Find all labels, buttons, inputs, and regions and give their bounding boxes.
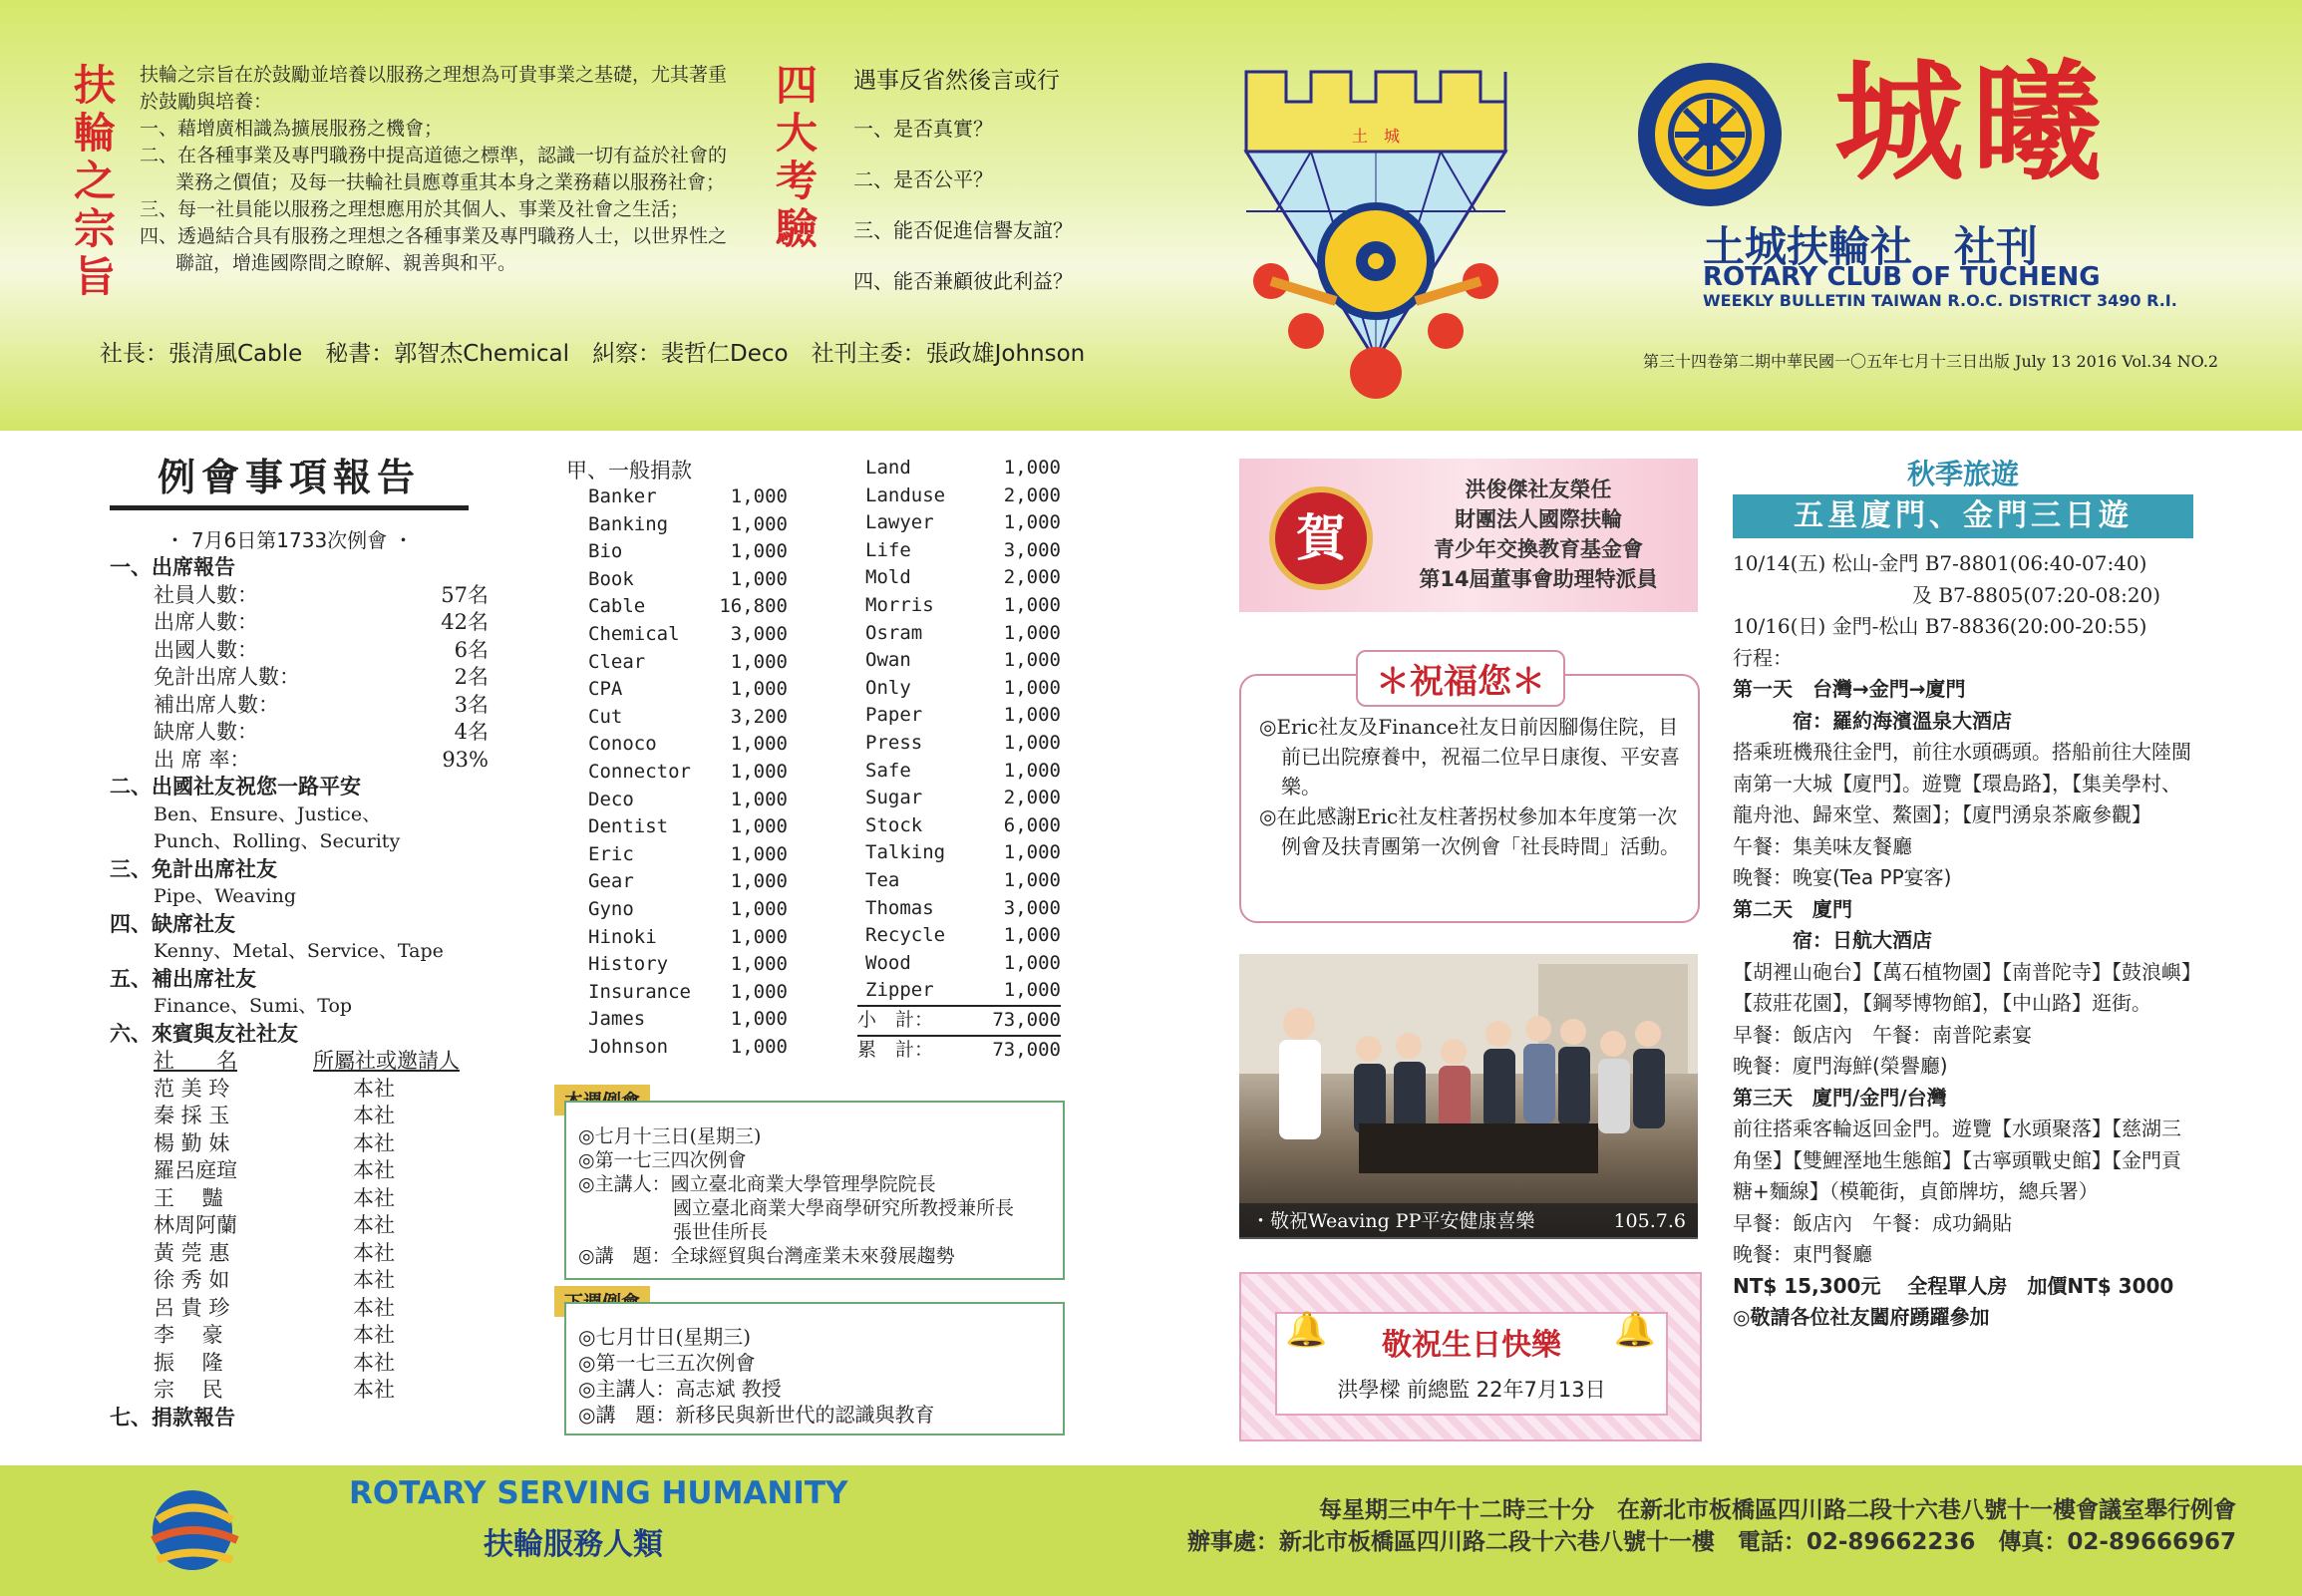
exempt-names: Pipe、Weaving xyxy=(154,885,297,907)
guest-list xyxy=(110,1076,489,1405)
guest-row xyxy=(154,1212,489,1240)
donation-row xyxy=(588,676,788,704)
issue-line: 第三十四卷第二期中華民國一〇五年七月十三日出版 July 13 2016 Vol.34 NO.2 xyxy=(1643,352,2219,371)
donation-row-value: 6,000 xyxy=(1003,813,1061,836)
donation-row-value: 1,000 xyxy=(730,512,788,535)
guest-name: 徐 秀 如 xyxy=(154,1268,230,1292)
total-value: 73,000 xyxy=(992,1038,1061,1061)
guest-club: 本社 xyxy=(353,1268,395,1292)
masthead-subtitle-cn: 土城扶輪社 社刊 xyxy=(1703,222,2039,271)
footer-meeting: 每星期三中午十二時三十分 在新北市板橋區四川路二段十六巷八號十一樓會議室舉行例會 xyxy=(1319,1497,2236,1523)
guest-club: 本社 xyxy=(353,1378,395,1402)
donation-row xyxy=(588,868,788,896)
section-heading: 七、捐款報告 xyxy=(110,1405,235,1430)
invite-line: ◎敬請各位社友闔府踴躍參加 xyxy=(1733,1305,1990,1329)
traveling-names: Ben、Ensure、Justice、 xyxy=(154,802,382,825)
congrats-line: 洪俊傑社友榮任 xyxy=(1465,478,1612,501)
donation-list-left xyxy=(588,483,788,1061)
guest-club: 本社 xyxy=(353,1185,395,1210)
donation-row xyxy=(588,979,788,1007)
section-heading: 四、缺席社友 xyxy=(110,911,235,936)
donation-row xyxy=(865,564,1061,592)
donation-row-label: Lawyer xyxy=(865,511,934,534)
this-week-line: ◎講 題：全球經貿與台灣產業未來發展趨勢 xyxy=(578,1245,955,1267)
donation-row-label: Owan xyxy=(865,649,911,672)
attendance-row-value: 93% xyxy=(442,747,489,772)
footer-slogan-cn: 扶輪服務人類 xyxy=(484,1527,663,1562)
donation-row-label: Zipper xyxy=(865,979,934,1002)
donation-row xyxy=(588,621,788,649)
fourway-item: 二、是否公平？ xyxy=(853,167,993,191)
people-illustration xyxy=(1239,954,1698,1193)
donation-row xyxy=(865,675,1061,703)
itinerary-label: 行程： xyxy=(1733,645,1793,670)
this-week-line: ◎主講人：國立臺北商業大學管理學院院長 xyxy=(578,1173,936,1195)
donation-row-label: Conoco xyxy=(588,733,657,756)
purpose-item: 一、藉增廣相識為擴展服務之機會； xyxy=(140,118,444,140)
fourway-block xyxy=(853,62,1113,294)
donation-row-value: 1,000 xyxy=(730,650,788,673)
guest-name: 呂 貴 珍 xyxy=(154,1295,230,1320)
donation-row-label: Deco xyxy=(588,788,634,810)
guest-row xyxy=(154,1350,489,1378)
guest-club: 本社 xyxy=(353,1158,395,1182)
blessing-paragraph: ◎Eric社友及Finance社友日前因腳傷住院，目前已出院療養中，祝福二位早日康復、平安喜樂。 xyxy=(1259,715,1680,798)
guest-name: 林周阿蘭 xyxy=(154,1213,237,1237)
attendance-row xyxy=(154,609,489,637)
donation-row xyxy=(588,813,788,841)
donation-row-value: 1,000 xyxy=(1003,593,1061,616)
birthday-line: 洪學樑 前總監 22年7月13日 xyxy=(1337,1378,1606,1402)
donation-totals xyxy=(857,1005,1061,1064)
attendance-row-value: 4名 xyxy=(454,720,489,744)
attendance-row-value: 57名 xyxy=(441,582,489,607)
birthday-title: 敬祝生日快樂 xyxy=(1382,1328,1561,1363)
this-week-box xyxy=(564,1101,1065,1280)
next-week-line: ◎第一七三五次例會 xyxy=(578,1351,756,1375)
guest-col-name: 社 名 xyxy=(154,1049,237,1073)
next-week-line: ◎講 題：新移民與新世代的認識與教育 xyxy=(578,1403,935,1427)
donation-row-label: Bio xyxy=(588,540,623,563)
section-heading: 二、出國社友祝您一路平安 xyxy=(110,775,361,798)
donation-row-value: 1,000 xyxy=(730,567,788,590)
attendance-row-value: 6名 xyxy=(454,637,489,662)
guest-row xyxy=(154,1157,489,1185)
donation-row xyxy=(865,758,1061,786)
trip-title: 秋季旅遊 xyxy=(1906,458,2019,490)
blessing-box xyxy=(1239,674,1700,923)
meal-line: 晚餐：東門餐廳 xyxy=(1733,1242,1872,1266)
birthday-inner xyxy=(1275,1312,1668,1416)
rotary-wheel-icon xyxy=(1635,60,1785,209)
donation-row-value: 1,000 xyxy=(730,1008,788,1031)
this-week-line: 張世佳所長 xyxy=(578,1221,769,1243)
donation-row-value: 1,000 xyxy=(730,815,788,838)
donation-row xyxy=(588,1006,788,1034)
fourway-item: 四、能否兼顧彼此利益？ xyxy=(853,269,1073,293)
blessing-title: ＊祝福您＊ xyxy=(1356,650,1565,707)
donation-row-value: 1,000 xyxy=(730,925,788,948)
guest-club: 本社 xyxy=(353,1295,395,1320)
attendance-row-value: 2名 xyxy=(454,665,489,689)
guest-row xyxy=(154,1267,489,1295)
donation-row-value: 1,000 xyxy=(730,842,788,865)
attendance-row-label: 缺席人數： xyxy=(154,720,258,744)
donation-row-value: 1,000 xyxy=(730,953,788,976)
photo-caption: ・敬祝Weaving PP平安健康喜樂 xyxy=(1251,1210,1535,1232)
donation-row-label: Gear xyxy=(588,870,634,893)
donation-row-label: Banker xyxy=(588,485,657,507)
donation-row-value: 2,000 xyxy=(1003,566,1061,589)
guest-row xyxy=(154,1377,489,1405)
donation-row-label: Wood xyxy=(865,951,911,974)
donation-row-value: 1,000 xyxy=(1003,704,1061,727)
attendance-row-label: 補出席人數： xyxy=(154,692,279,717)
donation-row xyxy=(588,896,788,924)
section-heading: 六、來賓與友社社友 xyxy=(110,1021,298,1046)
bell-icon: 🔔 xyxy=(1613,1310,1656,1350)
donation-row-value: 1,000 xyxy=(1003,868,1061,891)
donation-row-label: Stock xyxy=(865,813,923,836)
guest-club: 本社 xyxy=(353,1350,395,1375)
flight-line: 10/16(日) 金門-松山 B7-8836(20:00-20:55) xyxy=(1733,614,2147,638)
donation-row xyxy=(865,647,1061,675)
donation-row-value: 1,000 xyxy=(730,870,788,893)
donation-row-label: Recycle xyxy=(865,924,946,947)
donation-row-value: 1,000 xyxy=(730,897,788,920)
attendance-row-label: 出國人數： xyxy=(154,637,258,662)
section-heading: 五、補出席社友 xyxy=(110,966,256,991)
donation-row xyxy=(865,950,1061,978)
donation-row-value: 1,000 xyxy=(730,678,788,701)
donation-row-value: 1,000 xyxy=(1003,979,1061,1002)
absent-names: Kenny、Metal、Service、Tape xyxy=(154,940,444,962)
subtotal-value: 73,000 xyxy=(992,1009,1061,1031)
guest-name: 振 隆 xyxy=(154,1350,223,1375)
footer-office: 辦事處：新北市板橋區四川路二段十六巷八號十一樓 電話：02-89662236 傳真：02-89666967 xyxy=(1186,1529,2236,1555)
guest-club: 本社 xyxy=(353,1323,395,1347)
donation-row-value: 1,000 xyxy=(1003,511,1061,534)
guest-row xyxy=(154,1240,489,1268)
donation-row-label: Clear xyxy=(588,650,646,673)
congrats-box xyxy=(1239,459,1698,612)
donation-row-value: 3,000 xyxy=(1003,896,1061,919)
meal-line: 早餐：飯店內 午餐：成功鍋貼 xyxy=(1733,1210,2012,1235)
attendance-row-value: 42名 xyxy=(441,610,489,634)
donation-row-label: Paper xyxy=(865,704,923,727)
fourway-heading: 四大考驗 xyxy=(775,61,818,253)
guest-row xyxy=(154,1322,489,1350)
donation-row-value: 1,000 xyxy=(1003,759,1061,782)
donation-row-label: Eric xyxy=(588,842,634,865)
donation-row xyxy=(588,924,788,952)
day-heading: 第三天 廈門/金門/台灣 xyxy=(1733,1085,1947,1110)
this-week-line: ◎第一七三四次例會 xyxy=(578,1149,747,1171)
next-week-box xyxy=(564,1302,1065,1436)
masthead-title: 城曦 xyxy=(1834,46,2111,198)
guest-name: 秦 採 玉 xyxy=(154,1104,230,1127)
donation-row xyxy=(865,977,1061,1005)
attendance-row xyxy=(154,692,489,720)
guest-name: 宗 民 xyxy=(154,1378,223,1402)
photo-date: 105.7.6 xyxy=(1613,1210,1686,1232)
donation-row-value: 1,000 xyxy=(1003,649,1061,672)
guest-header xyxy=(110,1048,489,1076)
fourway-intro: 遇事反省然後言或行 xyxy=(853,68,1060,94)
report-title-box xyxy=(110,447,469,553)
congrats-line: 財團法人國際扶輪 xyxy=(1455,507,1622,531)
subtotal-label: 小 計： xyxy=(857,1009,934,1031)
day-description: 搭乘班機飛往金門，前往水頭碼頭。搭船前往大陸閩南第一大城【廈門】。遊覽【環島路】，【集美學村、龍舟池、歸來堂、鰲園】；【廈門湧泉茶廠參觀】 xyxy=(1733,740,2191,826)
guest-name: 范 美 玲 xyxy=(154,1076,230,1101)
purpose-intro: 扶輪之宗旨在於鼓勵並培養以服務之理想為可貴事業之基礎，尤其著重於鼓勵與培養： xyxy=(140,64,728,113)
donation-row-value: 3,000 xyxy=(1003,538,1061,561)
donation-row xyxy=(865,922,1061,950)
donation-row-value: 16,800 xyxy=(719,595,788,618)
attendance-row xyxy=(154,664,489,692)
donation-row xyxy=(865,537,1061,565)
flight-line: 及 B7-8805(07:20-08:20) xyxy=(1733,582,2161,607)
hotel-line: 宿：羅約海濱溫泉大酒店 xyxy=(1733,708,2012,733)
congrats-line: 第14屆董事會助理特派員 xyxy=(1419,567,1658,591)
donation-row-label: Tea xyxy=(865,868,900,891)
donation-row-value: 2,000 xyxy=(1003,483,1061,506)
donation-row xyxy=(588,1034,788,1062)
guest-club: 本社 xyxy=(353,1104,395,1127)
donation-row-label: Talking xyxy=(865,841,946,864)
attendance-row-label: 免計出席人數： xyxy=(154,665,300,689)
donation-row-value: 1,000 xyxy=(730,980,788,1003)
donation-row-label: Press xyxy=(865,731,923,754)
donation-row-value: 1,000 xyxy=(1003,841,1061,864)
meal-line: 早餐：飯店內 午餐：南普陀素宴 xyxy=(1733,1022,2032,1047)
donation-row-label: Safe xyxy=(865,759,911,782)
guest-row xyxy=(154,1185,489,1213)
hotel-line: 宿：日航大酒店 xyxy=(1733,928,1932,952)
meal-line: 晚餐：晚宴(Tea PP宴客) xyxy=(1733,865,1952,889)
meal-line: 晚餐：廈門海鮮(榮譽廳) xyxy=(1733,1054,1948,1078)
next-week-line: ◎七月廿日(星期三) xyxy=(578,1325,752,1349)
flight-line: 10/14(五) 松山-金門 B7-8801(06:40-07:40) xyxy=(1733,551,2147,575)
donation-row-label: Osram xyxy=(865,621,923,644)
donation-row xyxy=(588,841,788,869)
donation-row xyxy=(865,509,1061,537)
attendance-row xyxy=(154,719,489,747)
donation-row xyxy=(865,839,1061,867)
donation-row-label: Life xyxy=(865,538,911,561)
donation-row-label: Landuse xyxy=(865,483,946,506)
guest-row xyxy=(154,1130,489,1158)
donation-row-value: 1,000 xyxy=(1003,457,1061,479)
donation-row-label: Johnson xyxy=(588,1035,669,1058)
donation-row-label: Hinoki xyxy=(588,925,657,948)
meeting-line: ・ 7月6日第1733次例會 ・ xyxy=(164,528,414,552)
purpose-item: 三、每一社員能以服務之理想應用於其個人、事業及社會之生活； xyxy=(140,198,690,220)
donation-heading: 甲、一般捐款 xyxy=(566,459,692,482)
purpose-block xyxy=(140,62,738,277)
guest-col-club: 所屬社或邀請人 xyxy=(313,1049,460,1073)
donation-row-label: Mold xyxy=(865,566,911,589)
donation-row xyxy=(865,455,1061,482)
donation-row-value: 2,000 xyxy=(1003,787,1061,809)
club-logo xyxy=(1226,62,1525,401)
donation-row-label: Banking xyxy=(588,512,669,535)
donation-row xyxy=(588,566,788,594)
donation-row-label: Thomas xyxy=(865,896,934,919)
donation-row-label: Morris xyxy=(865,593,934,616)
donation-row-value: 1,000 xyxy=(730,788,788,810)
guest-name: 王 豔 xyxy=(154,1185,223,1210)
donation-row-value: 3,200 xyxy=(730,705,788,728)
attendance-row-label: 出 席 率： xyxy=(154,747,251,772)
this-week-line: ◎七月十三日(星期三) xyxy=(578,1125,762,1147)
donation-row-label: Chemical xyxy=(588,622,680,645)
masthead-weekly: WEEKLY BULLETIN TAIWAN R.O.C. DISTRICT 3490 R.I. xyxy=(1703,291,2177,310)
day-description: 前往搭乘客輪返回金門。遊覽【水頭聚落】【慈湖三角堡】【雙鯉溼地生態館】【古寧頭戰史館】【金門貢糖+麵線】（模範街，貞節牌坊，總兵署） xyxy=(1733,1117,2181,1203)
donation-row-label: CPA xyxy=(588,678,623,701)
guest-name: 楊 勤 妹 xyxy=(154,1130,230,1155)
section-heading: 一、出席報告 xyxy=(110,555,235,579)
donation-row xyxy=(865,620,1061,648)
donation-row xyxy=(588,483,788,511)
meal-line: 午餐：集美味友餐廳 xyxy=(1733,833,1912,858)
donation-row-label: Dentist xyxy=(588,815,669,838)
donation-row-label: Gyno xyxy=(588,897,634,920)
trip-body xyxy=(1733,548,2193,1334)
donation-list-right xyxy=(865,455,1061,1005)
donation-row xyxy=(588,731,788,759)
donation-row-label: Cut xyxy=(588,705,623,728)
attendance-row xyxy=(154,582,489,610)
birthday-box xyxy=(1239,1272,1702,1441)
donation-row xyxy=(588,951,788,979)
donation-row-value: 3,000 xyxy=(730,622,788,645)
donation-row-label: Only xyxy=(865,676,911,699)
total-label: 累 計： xyxy=(857,1038,934,1061)
donation-row-value: 1,000 xyxy=(1003,676,1061,699)
photo-caption-bar xyxy=(1239,1203,1698,1239)
day-description: 【胡裡山砲台】【萬石植物園】【南普陀寺】【鼓浪嶼】【菽莊花園】，【鋼琴博物館】，【中山路】逛街。 xyxy=(1733,959,2191,1015)
next-week-line: ◎主講人：高志斌 教授 xyxy=(578,1377,782,1401)
report-title: 例會事項報告 xyxy=(110,447,469,510)
this-week-line: 國立臺北商業大學商學研究所教授兼所長 xyxy=(578,1197,1015,1219)
donation-row-value: 1,000 xyxy=(730,540,788,563)
day-heading: 第二天 廈門 xyxy=(1733,896,1852,921)
donation-row-label: Sugar xyxy=(865,787,923,809)
donation-row xyxy=(588,704,788,732)
donation-row-label: Book xyxy=(588,567,634,590)
guest-club: 本社 xyxy=(353,1213,395,1237)
donation-row-label: Cable xyxy=(588,595,646,618)
donation-row xyxy=(588,787,788,814)
congrats-line: 青少年交換教育基金會 xyxy=(1434,537,1643,561)
purpose-item: 四、透過結合具有服務之理想之各種事業及專門職務人士，以世界性之聯誼，增進國際間之瞭解、親善與和平。 xyxy=(140,225,728,274)
donation-row xyxy=(865,812,1061,840)
donation-row-label: History xyxy=(588,953,669,976)
fourway-item: 三、能否促進信譽友誼？ xyxy=(853,218,1073,242)
donation-row-label: Connector xyxy=(588,760,691,783)
guest-club: 本社 xyxy=(353,1240,395,1265)
blessing-paragraph: ◎在此感謝Eric社友柱著拐杖參加本年度第一次例會及扶青團第一次例會「社長時間」活動。 xyxy=(1259,804,1680,858)
attendance-row-label: 出席人數： xyxy=(154,610,258,634)
donation-row-value: 1,000 xyxy=(1003,951,1061,974)
day-heading: 第一天 台灣→金門→廈門 xyxy=(1733,677,1966,701)
attendance-row xyxy=(154,637,489,665)
attendance-row-value: 3名 xyxy=(454,692,489,717)
donation-row xyxy=(865,702,1061,730)
trip-banner: 五星廈門、金門三日遊 xyxy=(1733,494,2193,538)
donation-row xyxy=(865,895,1061,923)
footer-slogan-en: ROTARY SERVING HUMANITY xyxy=(349,1475,848,1511)
fourway-item: 一、是否真實？ xyxy=(853,117,993,141)
report-body xyxy=(110,554,489,1432)
attendance-list xyxy=(110,582,489,775)
donation-row xyxy=(588,649,788,677)
donation-row-value: 1,000 xyxy=(1003,924,1061,947)
donation-row-value: 1,000 xyxy=(1003,621,1061,644)
guest-club: 本社 xyxy=(353,1130,395,1155)
donation-row xyxy=(865,785,1061,812)
logo-text: 土 城 xyxy=(1351,127,1401,146)
donation-row-label: James xyxy=(588,1008,646,1031)
donation-row-label: Land xyxy=(865,457,911,479)
donation-row xyxy=(865,867,1061,895)
donation-row-value: 1,000 xyxy=(730,1035,788,1058)
donation-row xyxy=(588,511,788,539)
traveling-names: Punch、Rolling、Security xyxy=(154,830,401,852)
guest-row xyxy=(154,1295,489,1323)
congrats-badge: 賀 xyxy=(1269,486,1373,590)
purpose-heading: 扶輪之宗旨 xyxy=(73,61,116,301)
purpose-item: 二、在各種事業及專門職務中提高道德之標準，認識一切有益於社會的業務之價值；及每一扶輪社員應尊重其本身之業務藉以服務社會； xyxy=(140,145,728,193)
attendance-row-label: 社員人數： xyxy=(154,582,258,607)
guest-club: 本社 xyxy=(353,1076,395,1101)
donation-row-value: 1,000 xyxy=(1003,731,1061,754)
guest-row xyxy=(154,1103,489,1130)
donation-row xyxy=(865,730,1061,758)
globe-icon xyxy=(138,1475,247,1585)
donation-row-value: 1,000 xyxy=(730,485,788,507)
officers-line: 社長：張清風Cable 秘書：郭智杰Chemical 糾察：裴哲仁Deco 社刊主委：張政雄Johnson xyxy=(100,341,1086,367)
guest-name: 李 豪 xyxy=(154,1323,223,1347)
guest-name: 羅呂庭瑄 xyxy=(154,1158,237,1182)
donation-row-value: 1,000 xyxy=(730,760,788,783)
group-photo xyxy=(1239,954,1698,1237)
donation-row xyxy=(588,759,788,787)
masthead-subtitle-en: ROTARY CLUB OF TUCHENG xyxy=(1703,262,2101,292)
bell-icon: 🔔 xyxy=(1285,1310,1328,1350)
donation-row xyxy=(588,538,788,566)
attendance-row xyxy=(154,747,489,775)
section-heading: 三、免計出席社友 xyxy=(110,856,277,881)
donation-row xyxy=(588,593,788,621)
donation-row-value: 1,000 xyxy=(730,733,788,756)
donation-row-label: Insurance xyxy=(588,980,691,1003)
makeup-names: Finance、Sumi、Top xyxy=(154,995,353,1017)
donation-row xyxy=(865,592,1061,620)
guest-name: 黃 莞 惠 xyxy=(154,1240,230,1265)
price-line: NT$ 15,300元 全程單人房 加價NT$ 3000 xyxy=(1733,1273,2174,1298)
guest-row xyxy=(154,1076,489,1104)
donation-row xyxy=(865,482,1061,510)
